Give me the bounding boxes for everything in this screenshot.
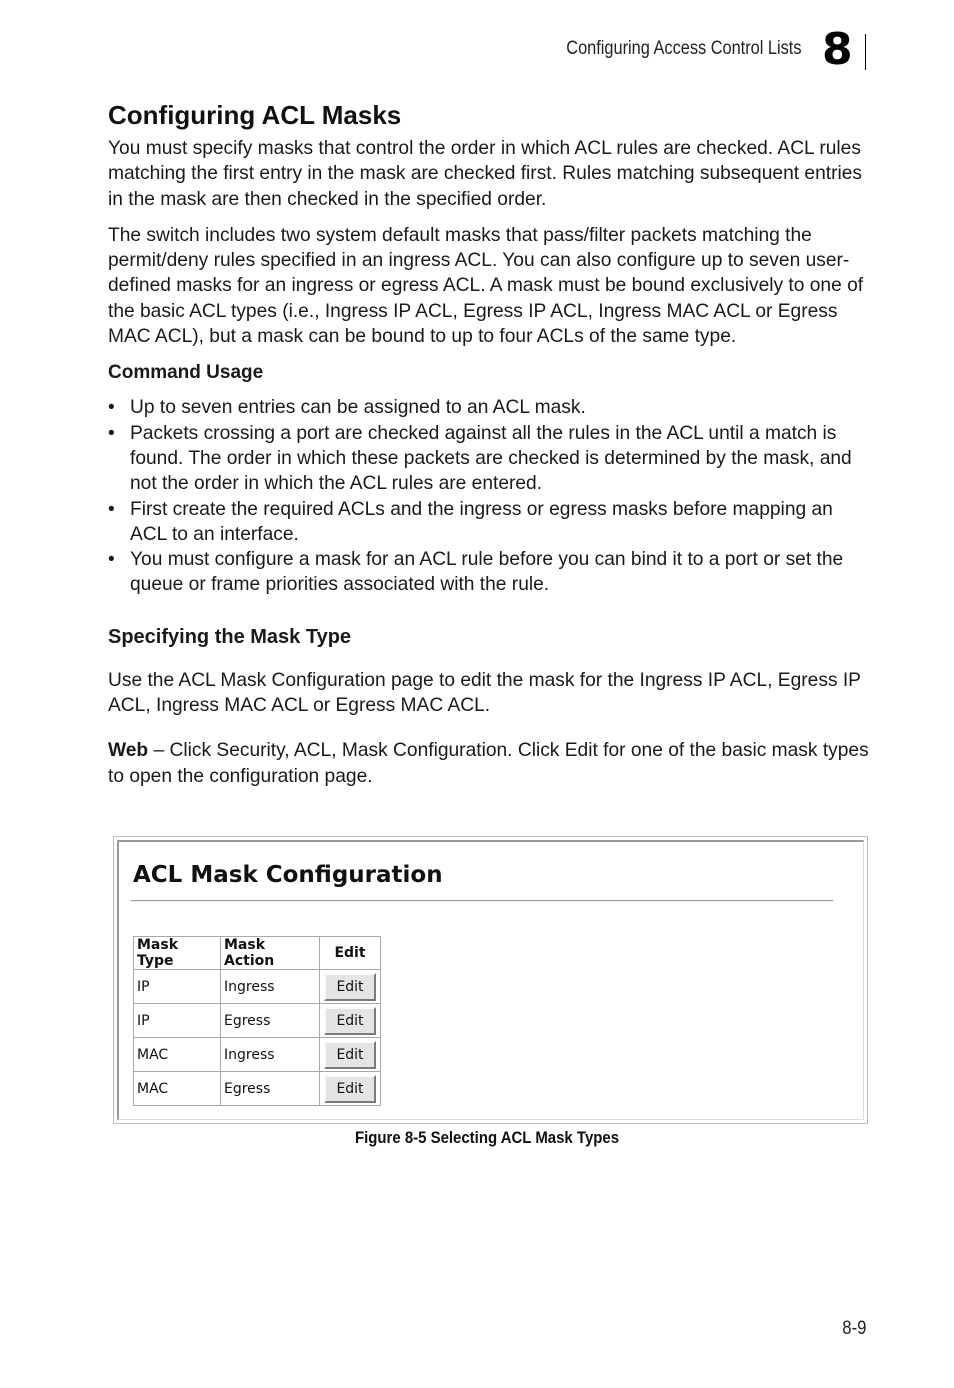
acl-mask-configuration-title: ACL Mask Configuration [133,862,443,888]
section-title: Configuring ACL Masks [108,100,402,130]
acl-mask-configuration-screenshot [113,836,868,1124]
edit-button-ip-egress[interactable]: Edit [324,1007,376,1035]
edit-cell [320,970,381,1004]
mask-type-table [133,936,381,1106]
mask-action-cell: Egress [221,1072,320,1106]
list-item-text: First create the required ACLs and the ingress or egress masks before mapping an ACL to an interface. [130,498,833,545]
figure-frame [117,840,864,1120]
edit-button-ip-ingress[interactable]: Edit [324,973,376,1001]
edit-button-mac-ingress[interactable]: Edit [324,1041,376,1069]
web-label: Web [108,740,149,762]
mask-type-cell: MAC [134,1072,221,1106]
web-instructions-text: – Click Security, ACL, Mask Configuration. Click Edit for one of the basic mask types to open the configuration page. [108,740,869,787]
bullet: • [108,422,115,444]
edit-cell [320,1038,381,1072]
list-item [108,395,870,420]
main-content [108,98,870,800]
default-masks-paragraph: The switch includes two system default masks that pass/filter packets matching the permit/deny rules specified in an ingress ACL. You can also configure up to seven user-defined masks for an ingress or egress ACL. A mask must be bound exclusively to one of the basic ACL types (i.e., Ingress IP ACL, Egress IP ACL, Ingress MAC ACL or Egress MAC ACL), but a mask can be bound to up to four ACLs of the same type. [108,224,864,348]
mask-action-cell: Egress [221,1004,320,1038]
table-row [134,970,381,1004]
command-usage-heading: Command Usage [108,362,264,384]
page-number: 8-9 [841,1318,866,1339]
web-instructions [108,738,870,789]
column-header-mask-action: Mask Action [221,937,320,970]
table-header-row [134,937,381,970]
mask-type-paragraph: Use the ACL Mask Configuration page to edit the mask for the Ingress IP ACL, Egress IP ACL, Ingress MAC ACL or Egress MAC ACL. [108,669,861,717]
mask-type-cell: MAC [134,1038,221,1072]
figure-caption: Figure 8-5 Selecting ACL Mask Types [354,1128,620,1147]
table-row [134,1072,381,1106]
table-row [134,1038,381,1072]
list-item [108,497,870,548]
mask-action-cell: Ingress [221,1038,320,1072]
edit-cell [320,1072,381,1106]
table-row [134,1004,381,1038]
column-header-mask-type: Mask Type [134,937,221,970]
list-item-text: Up to seven entries can be assigned to an ACL mask. [130,397,586,419]
list-item [108,547,870,598]
running-header-title: Configuring Access Control Lists [566,38,802,59]
edit-button-mac-egress[interactable]: Edit [324,1075,376,1103]
mask-type-cell: IP [134,1004,221,1038]
bullet: • [108,549,115,571]
bullet: • [108,397,115,419]
edit-cell [320,1004,381,1038]
intro-paragraph: You must specify masks that control the order in which ACL rules are checked. ACL rules matching the first entry in the mask are checked first. Rules matching subsequent entries in the mask are then checked in the specified order. [108,138,862,210]
bullet: • [108,498,115,520]
list-item-text: Packets crossing a port are checked against all the rules in the ACL until a match is found. The order in which these packets are checked is determined by the mask, and not the order in which the ACL rules are entered. [130,422,852,495]
column-header-edit: Edit [320,937,381,970]
subsection-title: Specifying the Mask Type [108,625,352,648]
mask-action-cell: Ingress [221,970,320,1004]
mask-type-cell: IP [134,970,221,1004]
chapter-rule [865,34,866,70]
list-item [108,421,870,497]
title-divider [131,900,833,902]
chapter-number: 8 [822,24,852,75]
command-usage-list [108,395,870,597]
list-item-text: You must configure a mask for an ACL rule before you can bind it to a port or set the queue or frame priorities associated with the rule. [130,549,844,596]
